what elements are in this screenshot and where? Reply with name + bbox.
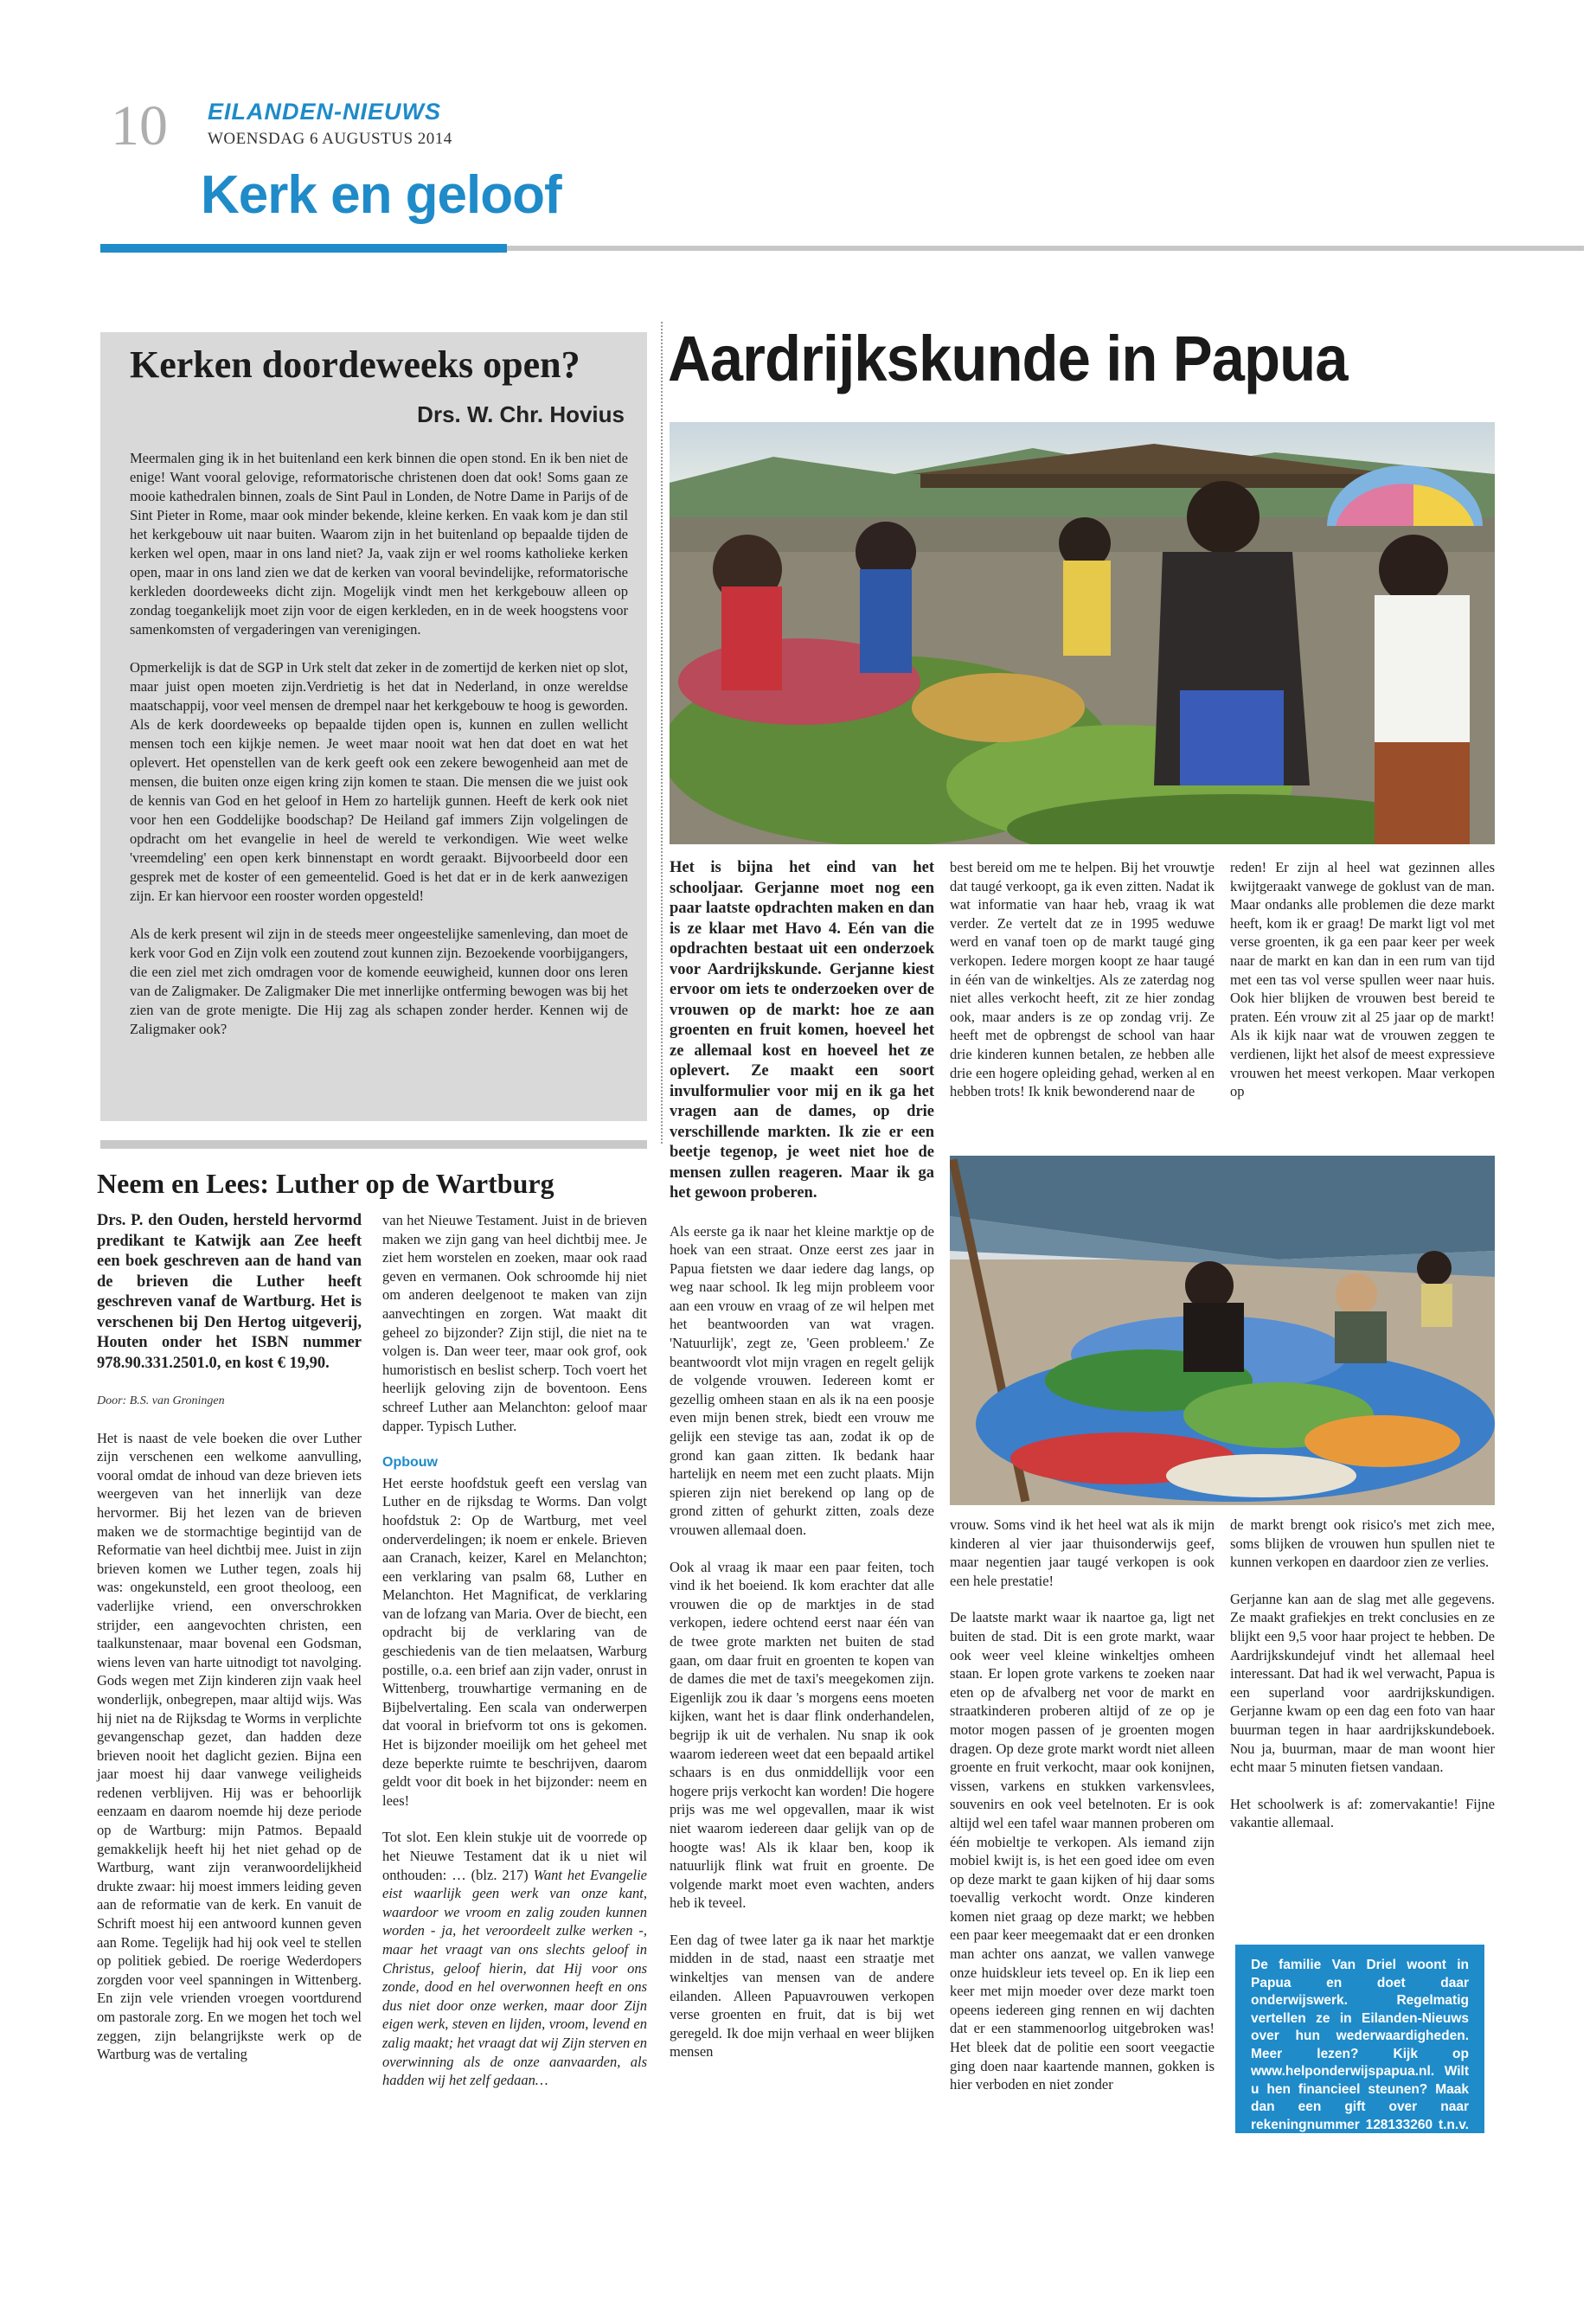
papua-paragraph: de markt brengt ook risico's met zich mee, soms blijken de vrouwen hun spullen niet te kunnen verkopen en daardoor zien ze verlies.	[1230, 1516, 1495, 1571]
papua-paragraph: vrouw. Soms vind ik het heel wat als ik mijn kinderen al vier jaar thuisonderwijs geef, maar negentien jaar taugé verkopen is ook een hele prestatie!	[950, 1516, 1215, 1589]
neem-quote: Want het Evangelie eist waarlijk geen werk van onze kant, waardoor we vroom en zalig zouden kunnen worden - ja, het veroordeelt zulke werken -, maar het vraagt van ons slechts geloof in Christus, geloof hierin, dat Hij voor ons zonde, dood en hel overwonnen heeft en ons dus niet door onze werken, maar door Zijn eigen werk, steven en lijden, vroom, levend en zalig maakt; het vraagt dat wij Zijn sterven en overwinning als de onze aanvaarden, als hadden wij het zelf gedaan…	[382, 1866, 647, 2089]
papua-column-1	[670, 858, 934, 2080]
info-box: De familie Van Driel woont in Papua en doet daar onderwijswerk. Regelmatig vertellen ze in Eilanden-Nieuws over hun wederwaardigheden. Meer lezen? Kijk op www.helponderwijspapua.nl. Wilt u hen financieel steunen? Maak dan een gift over naar rekeningnummer 128133260 t.n.v. stichting Help Onderwijs Papua.	[1235, 1945, 1484, 2133]
neem-closing: Tot slot. Een klein stukje uit de voorrede op het Nieuwe Testament dat ik u niet wil onthouden: … (blz. 217)	[382, 1829, 647, 1883]
neem-body	[382, 1828, 647, 2089]
masthead: EILANDEN-NIEUWS	[208, 99, 441, 125]
neem-title: Neem en Lees: Luther op de Wartburg	[97, 1168, 554, 1199]
neem-column-1	[97, 1211, 362, 2082]
papua-title: Aardrijkskunde in Papua	[668, 323, 1348, 394]
section-rule	[100, 244, 507, 253]
papua-paragraph: Gerjanne kan aan de slag met alle gegevens. Ze maakt grafiekjes en trekt conclusies en ze blijkt een 9,5 voor haar project te hebben. De Aardrijkskundejuf vindt het allemaal heel interessant. Dat had ik wel verwacht, Papua is een superland voor aardrijkskundigen. Gerjanne kwam op een dag een foto van haar buurman tegen in haar aardrijkskundeboek. Nou ja, buurman, maar de man woont hier echt maar 5 minuten fietsen vandaan.	[1230, 1590, 1495, 1776]
papua-paragraph: Een dag of twee later ga ik naar het marktje midden in de stad, naast een straatje met winkeltjes van mensen van de andere eilanden. Alleen Papuavrouwen verkopen verse groenten en fruit, dat is bij wet geregeld. Ik doe mijn verhaal en weer blijken mensen	[670, 1931, 934, 2061]
papua-paragraph: De laatste markt waar ik naartoe ga, ligt net buiten de stad. Dit is een grote markt, waar ook weer veel kleine winkeltjes omheen staan. Er lopen grote varkens te zoeken naar eten op de afvalberg net voor de markt en straatkinderen proberen altijd of ze op je motor mogen passen of je groenten mogen dragen. Op deze grote markt wordt niet alleen groente en fruit verkocht, maar ook konijnen, vissen, varkens en stukken varkensvlees, souvenirs en ook veel betelnoten. Er is ook altijd wel een tafel waar mannen proberen om één mobieltje te verkopen. Als iemand zijn mobiel kwijt is, is het een goed idee om even op deze markt te gaan kijken of hij daar soms toevallig verkocht wordt. Onze kinderen komen niet graag op deze markt; we hebben een paar keer meegemaakt dat er een dronken man achter ons aanzat, we vallen vanwege onze huidskleur iets teveel op. En ik liep een keer met mijn moeder over deze markt toen opeens iedereen ging rennen en wij dachten dat er een stammenoorlog uitgebroken was! Het bleek dat de politie een soort veegactie ging doen naar kaartende mannen, gokken is hier verboden en niet zonder	[950, 1609, 1215, 2093]
papua-column-2-top	[950, 858, 1215, 1119]
dateline: WOENSDAG 6 AUGUSTUS 2014	[208, 130, 452, 148]
papua-lead: Het is bijna het eind van het schooljaar. Gerjanne moet nog een paar laatste opdrachten maken en dan is ze klaar met Havo 4. Eén van die opdrachten bestaat uit een onderzoek voor Aardrijkskunde. Gerjanne kiest ervoor om iets te onderzoeken over de vrouwen op de markt: hoe ze aan groenten en fruit komen, hoeveel het ze allemaal kost en hoeveel het ze oplevert. Ze maakt een soort invulformulier voor mij en ik ga het vragen aan de dames, op drie verschillende markten. Ik zie er een beetje tegenop, je weet niet hoe de mensen zullen reageren. Maar ik ga het gewoon proberen.	[670, 859, 934, 1202]
papua-column-3-top	[1230, 858, 1495, 1119]
kerken-paragraph: Meermalen ging ik in het buitenland een kerk binnen die open stond. En ik ben niet de enige! Want vooral gelovige, reformatorische christenen doen dat ook! Soms gaan ze mooie kathedralen binnen, zoals de Sint Paul in Londen, de Notre Dame in Parijs of de Sint Pieter in Rome, maar ook minder bekende, kleine kerken. En vaak kom je dan stil het kerkgebouw uit naar buiten. Waarom zijn in het buitenland op bepaalde tijden de kerken wel open, maar in ons land niet? Ja, vaak zijn er wel rooms katholieke kerken open, maar in ons land zien we dat de kerken van vooral bevindelijke, reformatorische kerkleden doordeweeks dicht zijn. Mogelijk vindt men het kerkgebouw alleen op zondag toegankelijk moet zijn voor de eigen kerkleden, en in de week hoogstens voor samenkomsten of vergaderingen van verenigingen.	[130, 450, 628, 638]
papua-paragraph: Het schoolwerk is af: zomervakantie! Fijne vakantie allemaal.	[1230, 1795, 1495, 1831]
papua-column-2-bottom	[950, 1516, 1215, 2112]
kerken-body	[130, 449, 628, 1058]
neem-subhead: Opbouw	[382, 1455, 438, 1471]
neem-body: Het is naast de vele boeken die over Luther zijn verschenen een welkome aanvulling, vooral omdat de inhoud van deze brieven iets weergeven van het innerlijk van deze hervormer. Bij het lezen van de brieven maken we de stormachtige begintijd van de Reformatie van heel dichtbij mee. Juist in zijn brieven komen we Luther tegen, zoals hij was: ongekunsteld, een groot theoloog, een vaderlijke vriend, een onverschrokken strijder, een aangevochten christen, een taalkunstenaar, maar bovenal een Godsman, wiens leven van harte uitnodigt tot navolging. Gods wegen met Zijn kinderen zijn vaak heel wonderlijk, onbegrepen, maar altijd wijs. Was hij niet na de Rijksdag te Worms in verplichte gevangenschap gezet, dan hadden deze brieven nooit het daglicht gezien. Bijna een jaar moest hij daar vanwege veiligheids redenen verblijven. Hij was er behoorlijk eenzaam en daarom noemde hij deze periode op de Wartburg: mijn Patmos. Bepaald gemakkelijk heeft hij het niet gehad op de Wartburg, want zijn veranwoordelijkheid drukte zwaar: hij moest immers leiding geven aan de reformatie van de kerk. En vanuit de Schrift moest hij een antwoord kunnen geven aan Rome. Tegelijk had hij ook veel te stellen op politiek gebied. De roerige Wederdopers zorgden voor veel spanningen in Wittenberg. En zijn vele vrienden vroegen voortdurend om pastorale zorg. En we mogen het toch wel zeggen, zijn belangrijkste werk op de Wartburg was de vertaling	[97, 1429, 362, 2063]
neem-byline: Door: B.S. van Groningen	[97, 1394, 225, 1407]
page-number: 10	[111, 94, 168, 157]
divider-bar	[100, 1140, 647, 1149]
neem-body: van het Nieuwe Testament. Juist in de brieven maken we zijn gang van heel dichtbij mee. Je ziet hem worstelen en zoeken, maar ook raad geven en vermanen. Ook schroomde hij niet om anderen deelgenoot te maken van zijn aanvechtingen en zorgen. Wat maakt dit geheel zo bijzonder? Zijn stijl, die niet na te volgen is. Dan weer teer, maar ook grof, ook humoristisch en beslist scherp. Toch voert het heerlijk geloving zijn de boventoon. Eens schreef Luther aan Melanchton: geloof maar dapper. Typisch Luther.	[382, 1212, 647, 1434]
market-photo	[670, 422, 1495, 844]
market-photo-image	[670, 422, 1495, 844]
neem-column-2	[382, 1211, 647, 2090]
section-rule-grey	[507, 246, 1584, 251]
kerken-paragraph: Opmerkelijk is dat de SGP in Urk stelt dat zeker in de zomertijd de kerken niet op slot, maar juist open moeten zijn.Verdrietig is het dat in Nederland, in onze wereldse maatschappij, voor veel mensen de drempel naar het kerkgebouw te hoog is geworden. Als de kerk doordeweeks op bepaalde tijden open is, kunnen en zullen wellicht mensen toch een kijkje nemen. Je weet maar nooit wat hen dat doet en wat het oplevert. Het openstellen van de kerk geeft ook een zekere bewogenheid aan met de mensen, die buiten onze eigen kring zijn komen te staan. Die mensen die we juist ook de kennis van God en het geloof in Hem zo hartelijk gunnen. Heeft de kerk ook niet voor hen een Goddelijke boodschap? De Heiland gaf immers Zijn volgelingen de opdracht om het evangelie in heel de wereld te verkondigen. Wie weet welke 'vreemdeling' een open kerk binnenstapt en wordt geraakt. Bijvoorbeeld door een gesprek met de koster of een gemeentelid. Goed is het dat er in de kerk aanwezigen zijn. Er kan hiervoor een rooster worden opgesteld!	[130, 659, 628, 904]
papua-paragraph: Ook al vraag ik maar een paar feiten, toch vind ik het boeiend. Ik kom erachter dat alle vrouwen die op de marktjes in de stad verkopen, iedere ochtend eerst naar één van de twee grote markten net buiten de stad gaan, om daar fruit en groenten te kopen van de dames die met de taxi's meegekomen zijn. Eigenlijk zou ik daar 's morgens eens moeten kijken, want het is daar flink onderhandelen, begrijp ik uit de verhalen. Nu snap ik ook waarom iedereen weet dat een bepaald artikel schaars is en dus onmiddellijk voor een hogere prijs verkocht kan worden! Die hogere prijs was me wel opgevallen, maar ik wist niet waarom iedereen daar gelijk van op de hoogte was! Als ik klaar ben, koop ik natuurlijk flink wat fruit en groente. De volgende markt moet even wachten, anders heb ik teveel.	[670, 1558, 934, 1912]
kerken-title: Kerken doordeweeks open?	[130, 343, 580, 386]
kerken-paragraph: Als de kerk present wil zijn in de steeds meer ongeestelijke samenleving, dan moet de kerk voor God en Zijn volk een zoutend zout kunnen zijn. Bezoekende voorbijgangers, die een ziel met zich omdragen voor de komende eeuwigheid, kunnen door ons leren van de Zaligmaker. De Zaligmaker Die met innerlijke ontferming bewogen was bij het zien van de grote menigte. Die Hij zag als schapen zonder herder. Kennen wij de Zaligmaker ook?	[130, 926, 628, 1037]
papua-paragraph: best bereid om me te helpen. Bij het vrouwtje dat taugé verkoopt, ga ik even zitten. Nadat ik wat informatie van haar heb, vraag ik wat verder. Ze vertelt dat ze in 1995 weduwe werd en vanaf toen op de markt taugé ging verkopen. Iedere morgen koopt ze haar taugé in één van de winkeltjes. Als ze zaterdag nog niet alles verkocht heeft, zit ze hier zondag ook, maar anders is ze op zondag vrij. Ze heeft met de opbrengst de school van haar drie kinderen kunnen betalen, ze hebben alle drie een hogere opleiding gehad, werken al en hebben trots! Ik knik bewonderend naar de	[950, 859, 1215, 1100]
column-divider	[661, 322, 663, 1144]
neem-body: Het eerste hoofdstuk geeft een verslag van Luther en de rijksdag te Worms. Dan volgt hoofdstuk 2: Op de Wartburg, met veel onderverdelingen; ik noem er enkele. Brieven aan Cranach, keizer, Karel en Melanchton; een verklaring van psalm 68, Luther en Melanchton. Het Magnificat, de verklaring van de lofzang van Maria. Over de biecht, een opdracht bij de verklaring van de geschiedenis van de tien melaatsen, Warburg postille, o.a. een brief aan zijn vader, onrust in Wittenberg, trouwhartige vermaning en de Bijbelvertaling. Een scala van onderwerpen dat vooral in briefvorm tot ons is gekomen. Het is bijzonder moeilijk om het geheel met deze beperkte ruimte te beschrijven, daarom geldt voor dit boek in het bijzonder: neem en lees!	[382, 1474, 647, 1809]
kerken-author: Drs. W. Chr. Hovius	[417, 401, 625, 427]
kerken-box	[100, 332, 647, 1121]
section-title: Kerk en geloof	[201, 165, 561, 225]
neem-lead: Drs. P. den Ouden, hersteld hervormd predikant te Katwijk aan Zee heeft een boek geschreven aan de hand van de brieven die Luther heeft geschreven vanaf de Wartburg. Het is verschenen bij Den Hertog uitgeverij, Houten onder het ISBN nummer 978.90.331.2501.0, en kost € 19,90.	[97, 1212, 362, 1372]
papua-paragraph: reden! Er zijn al heel wat gezinnen alles kwijtgeraakt vanwege de goklust van de man. Maar ondanks alle problemen die deze markt heeft, kom ik er graag! De markt ligt vol met verse groenten, ik ga een paar keer per week naar de markt en kan dan in een rum van tijd met een tas vol verse spullen weer naar huis. Ook hier blijken de vrouwen best bereid te praten. Eén vrouw zit al 25 jaar op de markt! Als ik kijk naar wat de vrouwen zeggen te verdienen, lijkt het alsof de meest expressieve vrouwen het meest verkopen. Maar verkopen op	[1230, 859, 1495, 1100]
vegetable-photo-image	[950, 1156, 1495, 1505]
papua-column-3-bottom	[1230, 1516, 1495, 1850]
vegetable-photo	[950, 1156, 1495, 1505]
papua-paragraph: Als eerste ga ik naar het kleine marktje op de hoek van een straat. Onze eerst zes jaar in Papua fietsten we daar iedere dag langs, op weg naar school. Ik leg mijn probleem voor aan een vrouw en vraag of ze wil helpen met het beantwoorden van wat vragen. 'Natuurlijk', zegt ze, 'Geen probleem.' Ze beantwoordt vlot mijn vragen en regelt gelijk de volgende vrouwen. Iedereen komt er gezellig omheen staan en als ik na een poosje even mijn benen strek, biedt een vrouw me gelijk een stevige tas aan, zodat ik op de grond kan gaan zitten. Ik bedank haar hartelijk en neem met een zucht plaats. Mijn spieren zijn niet berekend op lang op de grond zitten of gehurkt zitten, zoals deze vrouwen allemaal doen.	[670, 1222, 934, 1538]
